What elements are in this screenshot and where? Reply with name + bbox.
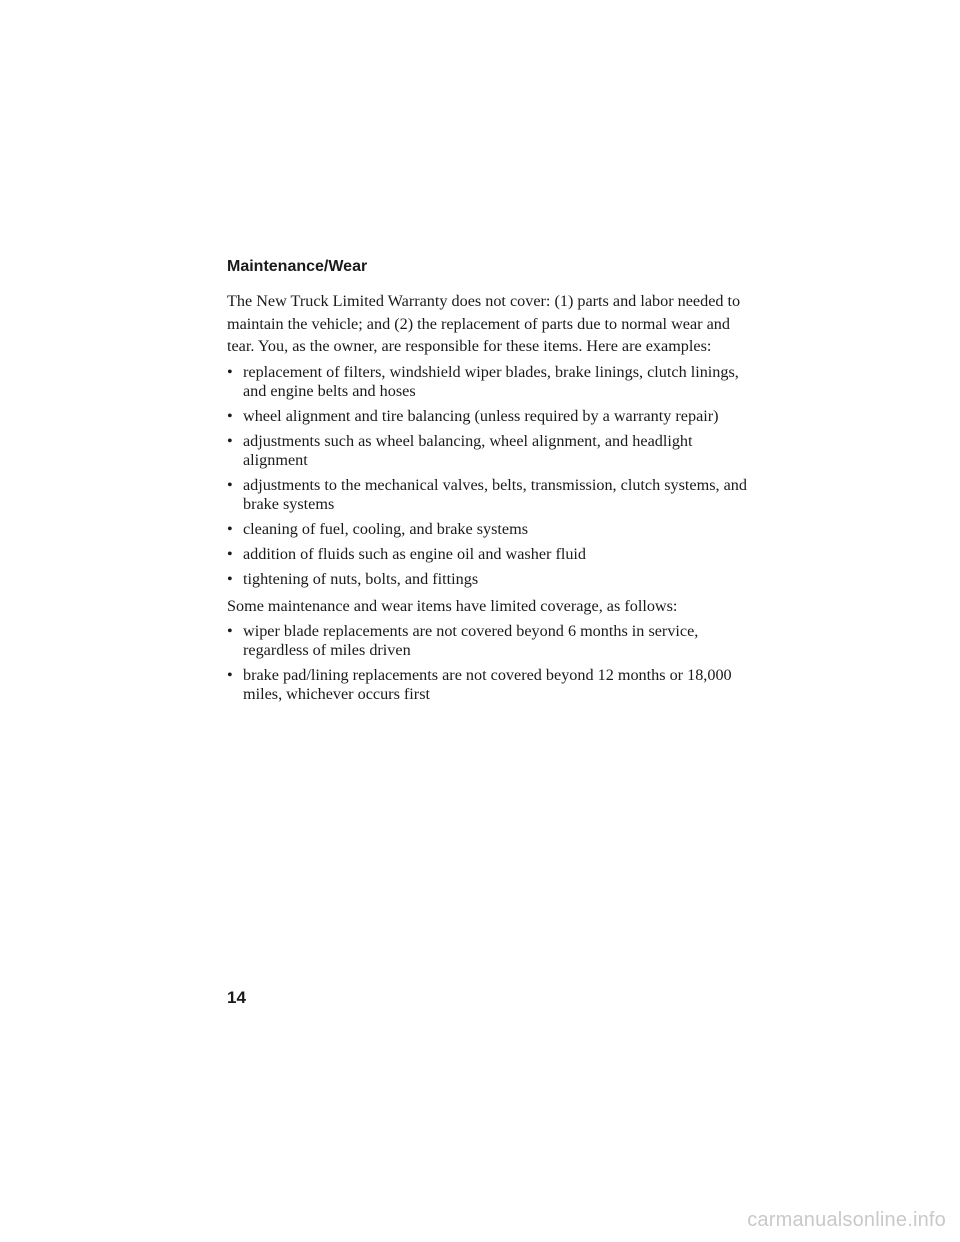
intro-paragraph: The New Truck Limited Warranty does not cover: (1) parts and labor needed to maintain the vehicle; and (2) the replacement of parts due to normal wear and tear. You, as the owner, are responsible for these items. Here are examples:	[227, 292, 741, 355]
list-item: • brake pad/lining replacements are not covered beyond 12 months or 18,000 miles, whichever occurs first	[227, 666, 732, 703]
page-number: 14	[227, 988, 246, 1007]
bullet-icon: •	[227, 475, 233, 494]
list-item: • adjustments such as wheel balancing, wheel alignment, and headlight alignment	[227, 431, 693, 469]
bullet-icon: •	[227, 622, 233, 640]
list-item: • wheel alignment and tire balancing (unless required by a warranty repair)	[227, 406, 719, 425]
list-item: • adjustments to the mechanical valves, belts, transmission, clutch systems, and brake systems	[227, 475, 747, 513]
list-item: • wiper blade replacements are not covered beyond 6 months in service, regardless of miles driven	[227, 622, 699, 659]
bullet-icon: •	[227, 406, 233, 425]
section-heading: Maintenance/Wear	[227, 258, 368, 275]
limited-coverage-list	[227, 622, 747, 704]
watermark-text: carmanualsonline.info	[747, 1209, 946, 1231]
bullet-icon: •	[227, 666, 233, 684]
examples-list	[227, 363, 747, 589]
list-item: • replacement of filters, windshield wiper blades, brake linings, clutch linings, and engine belts and hoses	[227, 362, 739, 400]
list-item: • cleaning of fuel, cooling, and brake systems	[227, 519, 528, 538]
bullet-icon: •	[227, 519, 233, 538]
bullet-icon: •	[227, 362, 233, 381]
list-item: • addition of fluids such as engine oil and washer fluid	[227, 544, 587, 563]
bullet-icon: •	[227, 544, 233, 563]
bullet-icon: •	[227, 569, 233, 588]
list-item: • tightening of nuts, bolts, and fittings	[227, 569, 479, 588]
page-content	[227, 256, 747, 710]
bullet-icon: •	[227, 431, 233, 450]
limited-coverage-paragraph: Some maintenance and wear items have limited coverage, as follows:	[227, 596, 678, 615]
